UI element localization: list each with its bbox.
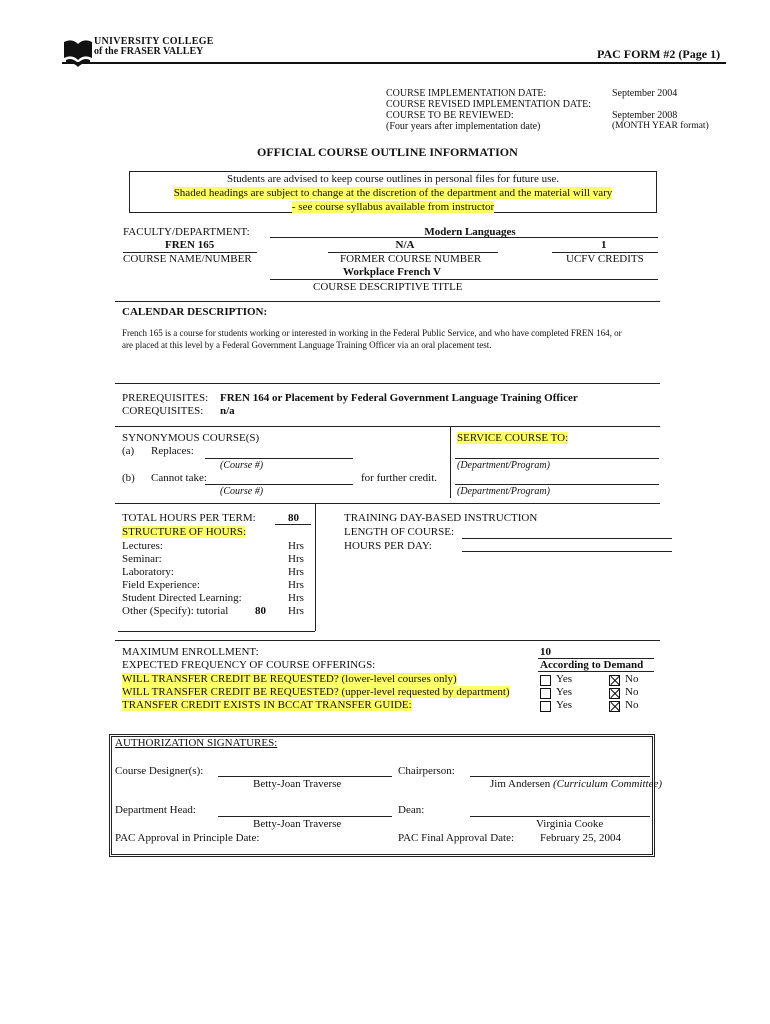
course-hint-2: (Course #) [220,486,264,497]
course-number: FREN 165 [165,239,215,251]
dean-label: Dean: [398,804,425,816]
hours-row-unit: Hrs [288,592,304,604]
header-rule [62,62,726,64]
no-label: No [625,686,639,698]
faculty-value: Modern Languages [424,226,516,238]
length-label: LENGTH OF COURSE: [344,526,455,538]
course-title-label: COURSE DESCRIPTIVE TITLE [313,281,463,293]
course-title-value: Workplace French V [343,266,441,278]
pac-final-value: February 25, 2004 [540,832,621,844]
hours-row-unit: Hrs [288,553,304,565]
replaces-label: Replaces: [151,445,194,457]
chair-label: Chairperson: [398,765,455,777]
yes-label: Yes [556,673,573,685]
faculty-label: FACULTY/DEPARTMENT: [123,226,250,238]
designer-signature-line [218,776,392,777]
dept-hint-1: (Department/Program) [457,460,550,471]
service-line-1 [455,458,659,459]
hours-row-unit: Hrs [288,566,304,578]
prereq-label: PREREQUISITES: [122,392,209,404]
transfer-bccat-no-checkbox[interactable] [609,701,620,712]
transfer-lower-yes-checkbox[interactable] [540,675,551,686]
total-hours-line [275,524,311,525]
coreq-label: COREQUISITES: [122,405,204,417]
further-credit-label: for further credit. [361,472,438,484]
calendar-heading: CALENDAR DESCRIPTION: [122,306,268,318]
training-label: TRAINING DAY-BASED INSTRUCTION [344,512,538,524]
designer-value: Betty-Joan Traverse [253,778,342,790]
pac-final-label: PAC Final Approval Date: [398,832,515,844]
prereq-rule [115,383,660,384]
page-title: OFFICIAL COURSE OUTLINE INFORMATION [257,145,518,159]
coreq-value: n/a [220,405,235,417]
cannot-take-line [205,484,353,485]
enrollment-rule [115,640,660,641]
review-date-note: (Four years after implementation date) [386,121,541,132]
yes-label: Yes [556,686,573,698]
prereq-value: FREN 164 or Placement by Federal Government Language Training Officer [220,392,578,404]
department-head-label: Department Head: [115,804,196,816]
replaces-line [205,458,353,459]
course-title-line [270,279,658,280]
transfer-upper-no-checkbox[interactable] [609,688,620,699]
hours-per-day-line [462,551,672,552]
no-label: No [625,673,639,685]
ucfv-logo [62,36,214,72]
credits-label: UCFV CREDITS [566,253,644,265]
service-divider [450,426,451,498]
course-name-label: COURSE NAME/NUMBER [123,253,252,265]
authorization-heading: AUTHORIZATION SIGNATURES: [115,737,278,749]
former-course-label: FORMER COURSE NUMBER [340,253,482,265]
hours-row-unit: Hrs [288,605,304,617]
hours-rule [115,503,660,504]
notice-line2: Shaded headings are subject to change at the discretion of the department and the material will vary [173,187,613,199]
max-enrollment-value: 10 [540,646,551,658]
option-b: (b) [122,472,135,484]
impl-date-value: September 2004 [612,88,678,99]
hours-row-label: Seminar: [122,553,162,565]
chair-signature-line [470,776,650,777]
hours-per-day-label: HOURS PER DAY: [344,540,432,552]
frequency-value: According to Demand [540,659,644,671]
hours-row-label: Student Directed Learning: [122,592,242,604]
notice-box [129,171,657,213]
transfer-lower-no-checkbox[interactable] [609,675,620,686]
hours-row-label: Other (Specify): tutorial [122,605,229,617]
logo-line1: UNIVERSITY COLLEGE [94,36,214,47]
designer-label: Course Designer(s): [115,765,204,777]
transfer-bccat-yes-checkbox[interactable] [540,701,551,712]
frequency-label: EXPECTED FREQUENCY OF COURSE OFFERINGS: [122,659,376,671]
revised-date-label: COURSE REVISED IMPLEMENTATION DATE: [386,99,592,110]
dean-signature-line [470,816,650,817]
review-date-label: COURSE TO BE REVIEWED: [386,110,514,121]
synonymous-heading: SYNONYMOUS COURSE(S) [122,432,260,444]
structure-heading: STRUCTURE OF HOURS: [122,526,247,538]
hours-row-label: Field Experience: [122,579,200,591]
notice-line3: - see course syllabus available from instructor [291,201,495,213]
department-head-value: Betty-Joan Traverse [253,818,342,830]
cannot-take-label: Cannot take: [151,472,207,484]
review-date-format: (MONTH YEAR format) [612,121,709,131]
logo-line2: of the FRASER VALLEY [94,46,204,57]
hours-row-unit: Hrs [288,579,304,591]
dept-hint-2: (Department/Program) [457,486,550,497]
no-label: No [625,699,639,711]
impl-date-label: COURSE IMPLEMENTATION DATE: [386,88,547,99]
service-course-heading: SERVICE COURSE TO: [457,432,569,444]
dean-value: Virginia Cooke [536,818,604,830]
pac-approval-label: PAC Approval in Principle Date: [115,832,260,844]
calendar-rule [115,301,660,302]
calendar-line2: are placed at this level by a Federal Government Language Training Officer via an oral placement test. [122,340,492,350]
hours-bottom-line [118,631,315,632]
hours-row-label: Lectures: [122,540,163,552]
transfer-bccat-label: TRANSFER CREDIT EXISTS IN BCCAT TRANSFER GUIDE: [122,699,412,711]
course-hint-1: (Course #) [220,460,264,471]
chair-value: Jim Andersen [490,778,551,790]
calendar-line1: French 165 is a course for students working or interested in working in the Federal Public Service, and who have completed FREN 164, or [122,328,622,338]
hours-row-unit: Hrs [288,540,304,552]
chair-note: (Curriculum Committee) [552,778,663,790]
transfer-upper-yes-checkbox[interactable] [540,688,551,699]
hours-divider [315,503,316,631]
transfer-upper-label: WILL TRANSFER CREDIT BE REQUESTED? (upper-level requested by department) [122,686,510,698]
frequency-line [538,671,654,672]
review-date-value: September 2008 [612,110,678,121]
transfer-lower-label: WILL TRANSFER CREDIT BE REQUESTED? (lower-level courses only) [122,673,457,685]
form-title: PAC FORM #2 (Page 1) [597,47,721,61]
notice-line1: Students are advised to keep course outlines in personal files for future use. [226,173,560,185]
option-a: (a) [122,445,135,457]
max-enrollment-label: MAXIMUM ENROLLMENT: [122,646,259,658]
credits-value: 1 [601,239,607,251]
total-hours-value: 80 [288,512,299,524]
hours-row-value: 80 [255,605,266,617]
total-hours-label: TOTAL HOURS PER TERM: [122,512,256,524]
length-line [462,538,672,539]
synonymous-rule [115,426,660,427]
service-line-2 [455,484,659,485]
former-course-value: N/A [395,239,415,251]
book-icon [62,36,94,72]
department-head-signature-line [218,816,392,817]
hours-row-label: Laboratory: [122,566,174,578]
yes-label: Yes [556,699,573,711]
